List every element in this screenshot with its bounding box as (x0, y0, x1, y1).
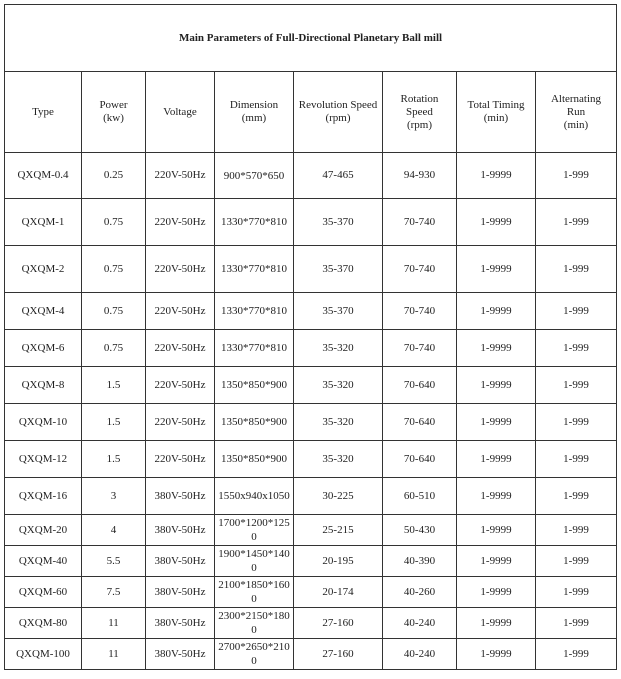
cell-voltage: 380V-50Hz (146, 546, 215, 577)
cell-revolution: 20-195 (294, 546, 383, 577)
cell-dimension: 1550x940x1050 (215, 478, 294, 515)
table-row (5, 293, 617, 330)
table-row (5, 330, 617, 367)
cell-type: QXQM-1 (5, 199, 82, 246)
cell-dimension: 1330*770*810 (215, 293, 294, 330)
table-row (5, 199, 617, 246)
cell-type: QXQM-80 (5, 608, 82, 639)
cell-revolution: 27-160 (294, 608, 383, 639)
header-type: Type (5, 72, 82, 153)
cell-timing: 1-9999 (457, 199, 536, 246)
table-title: Main Parameters of Full-Directional Planetary Ball mill (5, 5, 617, 72)
cell-rotation: 70-640 (383, 367, 457, 404)
header-row (5, 72, 617, 153)
cell-voltage: 220V-50Hz (146, 199, 215, 246)
cell-timing: 1-9999 (457, 441, 536, 478)
cell-voltage: 220V-50Hz (146, 367, 215, 404)
cell-alternating: 1-999 (536, 153, 617, 199)
header-alternating-run: Alternating Run (min) (536, 72, 617, 153)
cell-power: 1.5 (82, 404, 146, 441)
cell-revolution: 35-320 (294, 404, 383, 441)
cell-rotation: 70-740 (383, 330, 457, 367)
cell-power: 1.5 (82, 367, 146, 404)
cell-rotation: 70-640 (383, 441, 457, 478)
table-row (5, 577, 617, 608)
cell-type: QXQM-16 (5, 478, 82, 515)
header-rotation-speed: Rotation Speed (rpm) (383, 72, 457, 153)
cell-timing: 1-9999 (457, 478, 536, 515)
cell-revolution: 35-320 (294, 441, 383, 478)
cell-rotation: 40-260 (383, 577, 457, 608)
cell-type: QXQM-40 (5, 546, 82, 577)
cell-power: 11 (82, 639, 146, 670)
cell-power: 0.25 (82, 153, 146, 199)
cell-alternating: 1-999 (536, 293, 617, 330)
cell-rotation: 70-740 (383, 293, 457, 330)
cell-timing: 1-9999 (457, 515, 536, 546)
cell-alternating: 1-999 (536, 608, 617, 639)
cell-timing: 1-9999 (457, 367, 536, 404)
table-row (5, 478, 617, 515)
cell-dimension: 900*570*650 (215, 153, 294, 199)
table-row (5, 441, 617, 478)
cell-voltage: 220V-50Hz (146, 441, 215, 478)
cell-type: QXQM-0.4 (5, 153, 82, 199)
cell-power: 3 (82, 478, 146, 515)
cell-dimension: 1900*1450*1400 (215, 546, 294, 577)
cell-revolution: 35-370 (294, 246, 383, 293)
cell-type: QXQM-4 (5, 293, 82, 330)
cell-timing: 1-9999 (457, 546, 536, 577)
table-row (5, 608, 617, 639)
cell-power: 0.75 (82, 246, 146, 293)
cell-type: QXQM-100 (5, 639, 82, 670)
cell-type: QXQM-2 (5, 246, 82, 293)
cell-type: QXQM-10 (5, 404, 82, 441)
cell-dimension: 1350*850*900 (215, 367, 294, 404)
cell-power: 11 (82, 608, 146, 639)
cell-rotation: 70-740 (383, 199, 457, 246)
table-row (5, 404, 617, 441)
cell-revolution: 20-174 (294, 577, 383, 608)
cell-dimension: 1330*770*810 (215, 330, 294, 367)
cell-revolution: 30-225 (294, 478, 383, 515)
cell-voltage: 380V-50Hz (146, 608, 215, 639)
cell-revolution: 35-370 (294, 199, 383, 246)
cell-revolution: 25-215 (294, 515, 383, 546)
cell-dimension: 2100*1850*1600 (215, 577, 294, 608)
cell-timing: 1-9999 (457, 639, 536, 670)
cell-voltage: 380V-50Hz (146, 515, 215, 546)
cell-alternating: 1-999 (536, 639, 617, 670)
cell-power: 0.75 (82, 293, 146, 330)
cell-rotation: 70-740 (383, 246, 457, 293)
cell-alternating: 1-999 (536, 404, 617, 441)
cell-revolution: 27-160 (294, 639, 383, 670)
cell-alternating: 1-999 (536, 577, 617, 608)
cell-type: QXQM-12 (5, 441, 82, 478)
cell-timing: 1-9999 (457, 293, 536, 330)
cell-voltage: 220V-50Hz (146, 330, 215, 367)
table-row (5, 246, 617, 293)
cell-type: QXQM-20 (5, 515, 82, 546)
cell-power: 0.75 (82, 330, 146, 367)
cell-dimension: 1350*850*900 (215, 404, 294, 441)
cell-rotation: 40-240 (383, 639, 457, 670)
cell-rotation: 94-930 (383, 153, 457, 199)
cell-revolution: 47-465 (294, 153, 383, 199)
cell-dimension: 1330*770*810 (215, 246, 294, 293)
cell-alternating: 1-999 (536, 441, 617, 478)
cell-rotation: 40-240 (383, 608, 457, 639)
cell-power: 4 (82, 515, 146, 546)
cell-voltage: 220V-50Hz (146, 246, 215, 293)
cell-dimension: 1350*850*900 (215, 441, 294, 478)
cell-alternating: 1-999 (536, 199, 617, 246)
cell-timing: 1-9999 (457, 153, 536, 199)
cell-revolution: 35-320 (294, 330, 383, 367)
cell-rotation: 70-640 (383, 404, 457, 441)
cell-dimension: 2700*2650*2100 (215, 639, 294, 670)
cell-timing: 1-9999 (457, 246, 536, 293)
table-row (5, 367, 617, 404)
cell-rotation: 40-390 (383, 546, 457, 577)
cell-voltage: 220V-50Hz (146, 404, 215, 441)
cell-rotation: 50-430 (383, 515, 457, 546)
cell-alternating: 1-999 (536, 546, 617, 577)
cell-power: 5.5 (82, 546, 146, 577)
cell-type: QXQM-60 (5, 577, 82, 608)
table-row (5, 639, 617, 670)
cell-alternating: 1-999 (536, 246, 617, 293)
cell-voltage: 220V-50Hz (146, 293, 215, 330)
cell-dimension: 2300*2150*1800 (215, 608, 294, 639)
cell-voltage: 380V-50Hz (146, 577, 215, 608)
cell-voltage: 380V-50Hz (146, 478, 215, 515)
cell-dimension: 1700*1200*1250 (215, 515, 294, 546)
cell-dimension: 1330*770*810 (215, 199, 294, 246)
cell-alternating: 1-999 (536, 478, 617, 515)
table-row (5, 546, 617, 577)
cell-power: 7.5 (82, 577, 146, 608)
cell-type: QXQM-6 (5, 330, 82, 367)
cell-type: QXQM-8 (5, 367, 82, 404)
cell-alternating: 1-999 (536, 367, 617, 404)
header-dimension: Dimension (mm) (215, 72, 294, 153)
cell-power: 0.75 (82, 199, 146, 246)
cell-voltage: 220V-50Hz (146, 153, 215, 199)
cell-timing: 1-9999 (457, 330, 536, 367)
cell-timing: 1-9999 (457, 404, 536, 441)
cell-timing: 1-9999 (457, 577, 536, 608)
header-power: Power (kw) (82, 72, 146, 153)
parameters-table (4, 4, 617, 670)
cell-revolution: 35-370 (294, 293, 383, 330)
cell-timing: 1-9999 (457, 608, 536, 639)
cell-alternating: 1-999 (536, 515, 617, 546)
cell-alternating: 1-999 (536, 330, 617, 367)
header-revolution-speed: Revolution Speed (rpm) (294, 72, 383, 153)
table-row (5, 153, 617, 199)
cell-voltage: 380V-50Hz (146, 639, 215, 670)
cell-power: 1.5 (82, 441, 146, 478)
header-voltage: Voltage (146, 72, 215, 153)
table-row (5, 515, 617, 546)
header-total-timing: Total Timing (min) (457, 72, 536, 153)
cell-revolution: 35-320 (294, 367, 383, 404)
cell-rotation: 60-510 (383, 478, 457, 515)
